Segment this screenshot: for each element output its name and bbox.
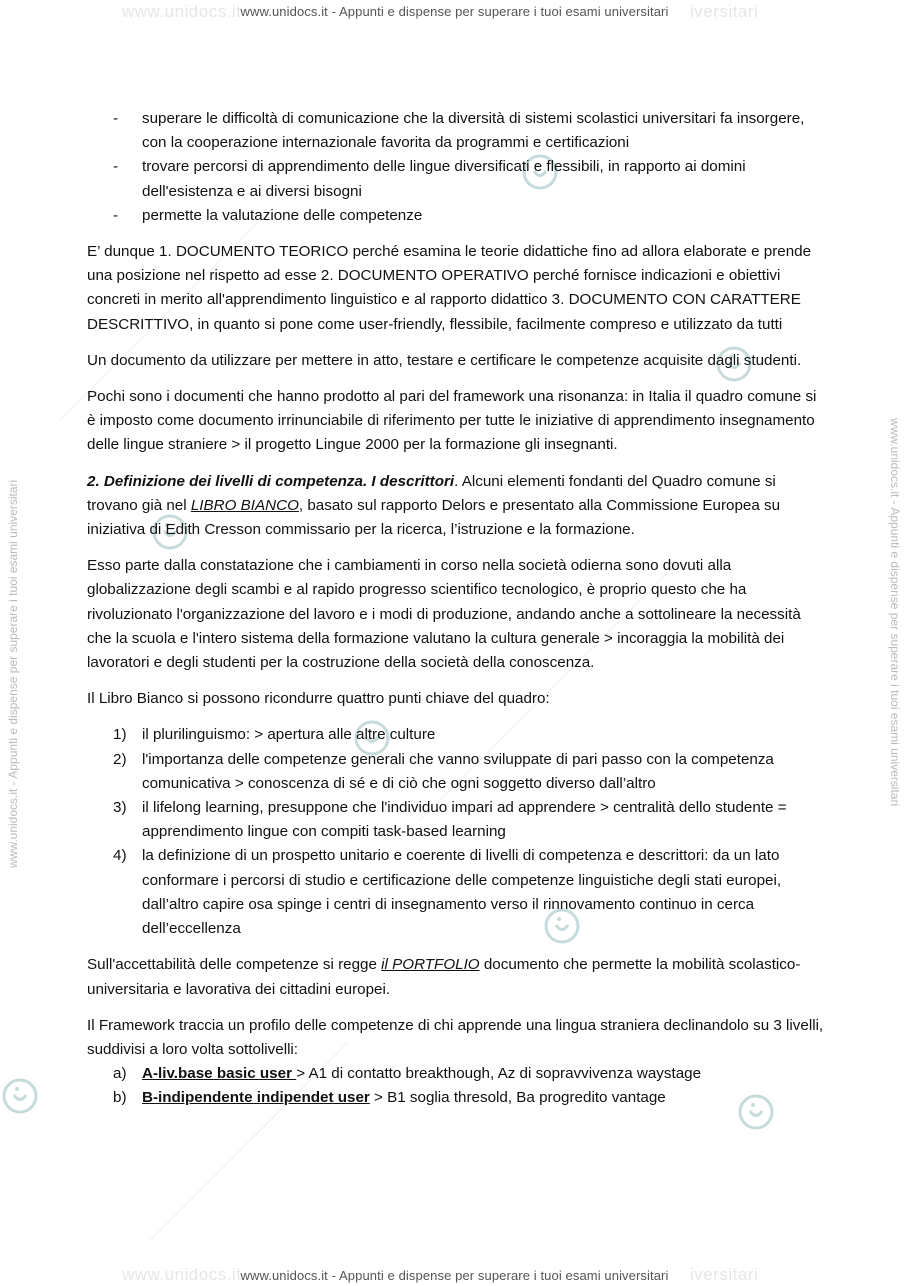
list-item: [87, 204, 827, 228]
list-item-text: la definizione di un prospetto unitario e coerente di livelli di competenza e descrittori: da un lato conformare i percorsi di studio e certificazione delle competenze linguistiche degli stati europei, dall’altro capire osa spinge i centri di insegnamento verso il rinnovamento continuo in cerca dell’eccellenza: [142, 847, 782, 938]
list-item: [87, 155, 827, 203]
numbered-list: [87, 723, 827, 941]
unidocs-logo-icon: [0, 1076, 40, 1116]
libro-bianco-link: LIBRO BIANCO: [190, 496, 299, 514]
paragraph-section-2: [87, 470, 827, 543]
list-item-text: il lifelong learning, presuppone che l'individuo impari ad apprendere > centralità dello studente = apprendimento lingue con compiti task-based learning: [142, 799, 787, 841]
list-item: [87, 107, 827, 155]
list-item-text: il plurilinguismo: > apertura alle altre culture: [142, 726, 436, 744]
list-marker: a): [113, 1065, 127, 1083]
list-marker: 4): [113, 847, 127, 865]
page-header: www.unidocs.it - Appunti e dispense per superare i tuoi esami universitari: [240, 4, 669, 19]
portfolio-before-text: Sull'accettabilità delle competenze si regge: [87, 956, 382, 974]
list-marker: 2): [113, 750, 127, 768]
list-item-text: trovare percorsi di apprendimento delle lingue diversificati e flessibili, in rapporto ai domini dell'esistenza e ai diversi bisogni: [142, 158, 746, 200]
right-side-watermark: www.unidocs.it - Appunti e dispense per superare i tuoi esami universitari: [888, 418, 902, 807]
portfolio-link: il PORTFOLIO: [381, 956, 480, 974]
list-item-text: l'importanza delle competenze generali che vanno sviluppate di pari passo con la competenza comunicativa > conoscenza di sé e di ciò che ogni soggetto diverso dall’altro: [142, 750, 774, 792]
list-marker: 1): [113, 726, 127, 744]
level-label: A-liv.base basic user: [142, 1065, 297, 1083]
list-item-text: > A1 di contatto breakthough, Az di sopravvivenza waystage: [296, 1065, 702, 1083]
paragraph-risonanza: Pochi sono i documenti che hanno prodotto al pari del framework una risonanza: in Italia il quadro comune si è imposto come documento irrinunciabile di riferimento per tutte le iniziative di apprendimento insegnamento delle lingue straniere > il progetto Lingue 2000 per la formazione gli insegnanti.: [87, 388, 817, 454]
footer-ghost-text: www.unidocs.it: [122, 1265, 242, 1284]
left-side-watermark: www.unidocs.it - Appunti e dispense per superare i tuoi esami universitari: [6, 479, 20, 868]
list-item: [87, 1062, 827, 1086]
header-ghost-text: www.unidocs.it: [122, 2, 242, 21]
list-item-text: > B1 soglia thresold, Ba progredito vantage: [369, 1089, 666, 1107]
list-item: [87, 748, 827, 796]
dash-list: [87, 107, 827, 228]
section-rest-text: , basato sul rapporto Delors e presentato alla Commissione Europea su iniziativa di Edith Cresson commissario per la ricerca, l’istruzione e la formazione.: [87, 496, 781, 539]
paragraph-constatazione: Esso parte dalla constatazione che i cambiamenti in corso nella società odierna sono dovuti alla globalizzazione degli scambi e al rapido progresso scientifico tecnologico, è proprio questo che ha rivoluzionato l'organizzazione del lavoro e i modi di produzione, andando anche a sottolineare la necessità che la scuola e l'intero sistema della formazione valutano la cultura generale > incoraggia la mobilità dei lavoratori e degli studenti per la costruzione della società della conoscenza.: [87, 557, 801, 672]
list-marker: -: [113, 158, 119, 176]
level-label: B-indipendente indipendet user: [142, 1089, 370, 1107]
list-item-text: permette la valutazione delle competenze: [142, 206, 423, 224]
lettered-list: [87, 1062, 827, 1110]
header-ghost-tail: iversitari: [690, 2, 759, 21]
section-intro-text: . Alcuni elementi fondanti del Quadro comune si trovano già nel: [87, 472, 776, 514]
list-marker: 3): [113, 799, 127, 817]
page-footer: www.unidocs.it - Appunti e dispense per superare i tuoi esami universitari: [240, 1268, 669, 1283]
list-marker: -: [113, 110, 119, 127]
portfolio-after-text: documento che permette la mobilità scolastico-universitaria e lavorativa dei cittadini europei.: [87, 956, 801, 998]
paragraph-portfolio: [87, 953, 827, 1001]
document-body: [87, 107, 827, 1123]
list-item-text: superare le difficoltà di comunicazione che la diversità di sistemi scolastici universitari fa insorgere, con la cooperazione internazionale favorita da programmi e certificazioni: [142, 110, 805, 152]
paragraph-utilizzo: Un documento da utilizzare per mettere in atto, testare e certificare le competenze acquisite dagli studenti.: [87, 351, 802, 369]
list-marker: -: [113, 206, 119, 224]
list-item: [87, 723, 827, 747]
paragraph-punti-chiave: Il Libro Bianco si possono ricondurre quattro punti chiave del quadro:: [87, 690, 550, 708]
list-item: [87, 796, 827, 844]
paragraph-framework: Il Framework traccia un profilo delle competenze di chi apprende una lingua straniera declinandolo su 3 livelli, suddivisi a loro volta sottolivelli:: [87, 1016, 824, 1058]
list-item: [87, 1086, 827, 1110]
footer-ghost-tail: iversitari: [690, 1265, 759, 1284]
list-marker: b): [113, 1089, 127, 1107]
paragraph-documento: E’ dunque 1. DOCUMENTO TEORICO perché esamina le teorie didattiche fino ad allora elaborate e prende una posizione nel rispetto ad esse 2. DOCUMENTO OPERATIVO perché fornisce indicazioni e obiettivi concreti in merito all'apprendimento linguistico e al rapporto didattico 3. DOCUMENTO CON CARATTERE DESCRITTIVO, in quanto si pone come user-friendly, flessibile, facilmente compreso e utilizzato da tutti: [87, 243, 812, 333]
list-item: [87, 844, 827, 941]
section-heading: 2. Definizione dei livelli di competenza. I descrittori: [87, 472, 455, 490]
